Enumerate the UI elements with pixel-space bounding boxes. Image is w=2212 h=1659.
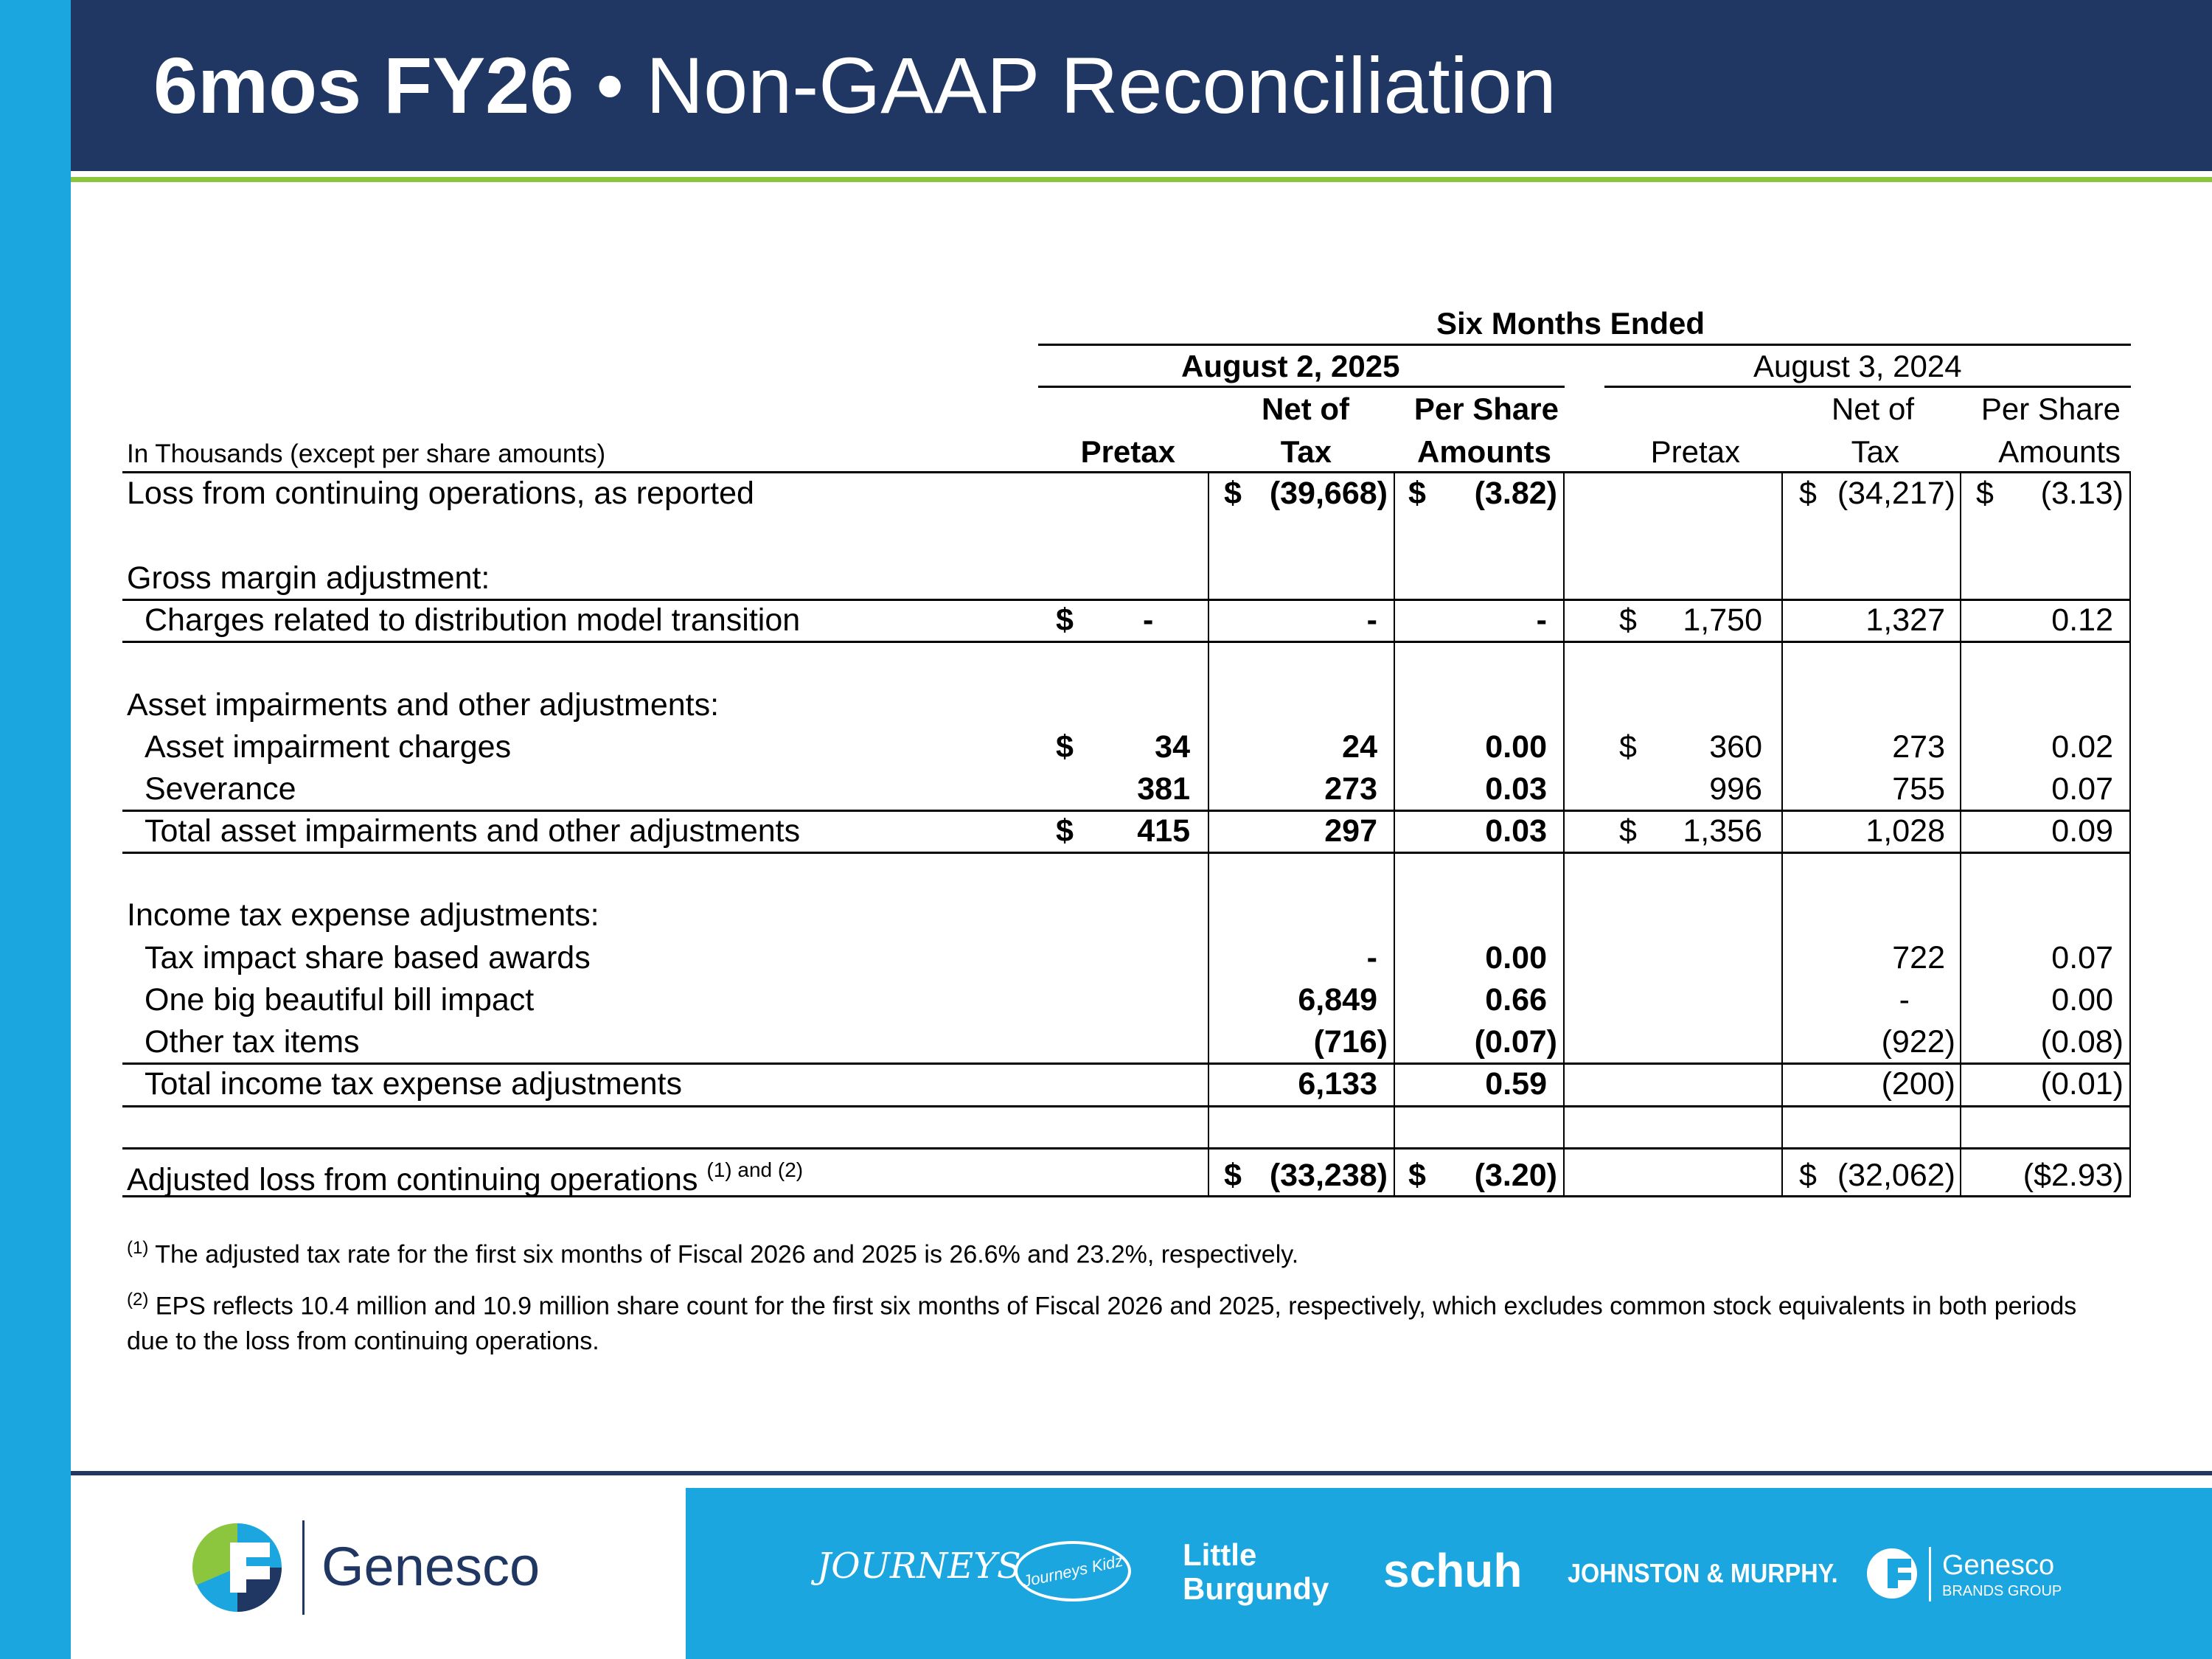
left-accent-bar (0, 0, 71, 1659)
rule-above-total-asset (122, 810, 2131, 812)
cur-net-header-1: Net of (1262, 392, 1349, 426)
title-rest: Non-GAAP Reconciliation (646, 41, 1557, 130)
divider-table-right (2129, 472, 2131, 1197)
header-bottom-rule (122, 471, 2131, 473)
six-months-header: Six Months Ended (1436, 306, 1705, 341)
logo-divider (302, 1520, 305, 1615)
cell-prior-ps: 0.07 (2051, 940, 2113, 975)
cell-prior-ps: 0.02 (2051, 729, 2113, 765)
cell-cur-net: (39,668) (1269, 476, 1388, 511)
row-label-adjusted (127, 1160, 803, 1196)
little-burgundy-logo-line2: Burgundy (1183, 1571, 1329, 1606)
divider-cur-net-left (1208, 472, 1209, 1197)
divider-prior-net-left (1781, 472, 1783, 1197)
cell-prior-net: (32,062) (1837, 1158, 1955, 1193)
prior-net-header-2: Tax (1851, 434, 1899, 469)
row-label: Other tax items (145, 1024, 360, 1060)
cell-cur-net: - (1366, 940, 1377, 975)
gbg-wordmark-line2: BRANDS GROUP (1942, 1583, 2062, 1599)
cell-prior-net: 755 (1892, 771, 1945, 807)
genesco-wordmark: Genesco (321, 1536, 540, 1597)
dollar-sign: $ (1056, 813, 1074, 849)
dollar-sign: $ (1056, 602, 1074, 638)
cell-prior-net: 722 (1892, 940, 1945, 975)
rule-below-total-tax (122, 1105, 2131, 1107)
rule-above-total-tax (122, 1062, 2131, 1065)
footnote-1-mark: (1) (127, 1238, 149, 1258)
dollar-sign: $ (1224, 476, 1242, 511)
cell-cur-ps: 0.00 (1485, 729, 1547, 765)
footnote-2 (127, 1287, 2118, 1360)
row-label: Total income tax expense adjustments (145, 1066, 683, 1102)
dollar-sign: $ (1224, 1158, 1242, 1193)
footnote-1-text: The adjusted tax rate for the first six months of Fiscal 2026 and 2025 is 26.6% and 23.2%, respectively. (155, 1240, 1299, 1269)
cell-cur-net: 6,849 (1298, 982, 1377, 1018)
cell-prior-ps: 0.12 (2051, 602, 2113, 638)
divider-prior-ps-left (1960, 472, 1961, 1197)
page-title (153, 41, 1557, 130)
cell-cur-net: 24 (1342, 729, 1377, 765)
cell-cur-pretax: - (1143, 602, 1154, 638)
rule-above-distribution (122, 599, 2131, 601)
cell-prior-net: 273 (1892, 729, 1945, 765)
cell-prior-pretax: 360 (1709, 729, 1762, 765)
cell-cur-ps: 0.03 (1485, 813, 1547, 849)
genesco-logo (190, 1520, 285, 1615)
adjusted-footnote-ref: (1) and (2) (706, 1158, 804, 1181)
row-label: Loss from continuing operations, as reported (127, 476, 754, 511)
dollar-sign: $ (1056, 729, 1074, 765)
title-bold: 6mos FY26 (153, 41, 574, 130)
cell-cur-ps: (3.20) (1474, 1158, 1557, 1193)
cell-cur-ps: 0.59 (1485, 1066, 1547, 1102)
cell-cur-ps: 0.03 (1485, 771, 1547, 807)
cell-prior-net: 1,327 (1865, 602, 1945, 638)
little-burgundy-logo-line1: Little (1183, 1537, 1257, 1572)
cell-cur-ps: (0.07) (1474, 1024, 1557, 1060)
schuh-logo: schuh (1383, 1544, 1523, 1597)
footnote-2-mark: (2) (127, 1290, 149, 1310)
cell-prior-ps: (3.13) (2040, 476, 2124, 511)
prior-net-header-1: Net of (1831, 392, 1914, 426)
cur-ps-header-1: Per Share (1413, 392, 1559, 426)
genesco-brands-group-logo (1865, 1547, 1919, 1600)
row-label: One big beautiful bill impact (145, 982, 535, 1018)
six-months-underline (1038, 344, 2131, 346)
adjusted-label-text: Adjusted loss from continuing operations (127, 1162, 698, 1197)
row-label: Severance (145, 771, 296, 807)
row-label: Charges related to distribution model transition (145, 602, 801, 638)
cell-cur-net: 273 (1324, 771, 1377, 807)
section-label: Gross margin adjustment: (127, 560, 490, 596)
cell-prior-ps: (0.08) (2040, 1024, 2124, 1060)
cell-prior-net: 1,028 (1865, 813, 1945, 849)
cur-ps-header-2: Amounts (1417, 434, 1551, 469)
cur-net-header-2: Tax (1280, 434, 1332, 469)
rule-below-distribution (122, 641, 2131, 643)
dollar-sign: $ (1619, 729, 1637, 765)
cell-cur-ps: (3.82) (1474, 476, 1557, 511)
dollar-sign: $ (1408, 1158, 1426, 1193)
cell-cur-ps: - (1536, 602, 1547, 638)
cell-prior-net: (922) (1881, 1024, 1955, 1060)
cur-pretax-header: Pretax (1080, 434, 1175, 469)
cell-prior-ps: 0.09 (2051, 813, 2113, 849)
row-label: Tax impact share based awards (145, 940, 591, 975)
units-note: In Thousands (except per share amounts) (127, 439, 606, 468)
prior-ps-header-2: Amounts (1998, 434, 2121, 469)
journeys-kidz-text: Journeys Kidz (1020, 1551, 1125, 1591)
cell-prior-ps: 0.07 (2051, 771, 2113, 807)
dollar-sign: $ (1619, 602, 1637, 638)
prior-ps-header-1: Per Share (1980, 392, 2121, 426)
dollar-sign: $ (1976, 476, 1994, 511)
cell-prior-ps: (0.01) (2040, 1066, 2124, 1102)
cell-prior-pretax: 1,356 (1683, 813, 1762, 849)
divider-cur-ps-left (1394, 472, 1395, 1197)
row-label: Asset impairment charges (145, 729, 512, 765)
title-underline (71, 177, 2212, 182)
dollar-sign: $ (1799, 1158, 1817, 1193)
cell-prior-pretax: 1,750 (1683, 602, 1762, 638)
cell-cur-pretax: 381 (1137, 771, 1190, 807)
dollar-sign: $ (1408, 476, 1426, 511)
current-period-header: August 2, 2025 (1181, 349, 1400, 383)
cell-cur-net: 6,133 (1298, 1066, 1377, 1102)
genesco-g-icon (190, 1520, 285, 1615)
genesco-brands-g-icon (1865, 1547, 1919, 1600)
cell-cur-ps: 0.00 (1485, 940, 1547, 975)
cell-cur-pretax: 34 (1155, 729, 1190, 765)
footer-rule (71, 1471, 2212, 1475)
cell-cur-net: (716) (1313, 1024, 1388, 1060)
rule-below-total-asset (122, 852, 2131, 854)
prior-period-underline (1604, 386, 2131, 388)
divider-cur-ps-right (1563, 472, 1565, 1197)
cell-prior-net: - (1899, 982, 1910, 1018)
cell-prior-ps: 0.00 (2051, 982, 2113, 1018)
cell-cur-net: 297 (1324, 813, 1377, 849)
dollar-sign: $ (1799, 476, 1817, 511)
gbg-wordmark-line1: Genesco (1942, 1550, 2055, 1581)
johnston-murphy-logo: JOHNSTON & MURPHY. (1568, 1558, 1838, 1588)
cell-prior-net: (34,217) (1837, 476, 1955, 511)
section-label: Income tax expense adjustments: (127, 897, 599, 933)
cell-prior-net: (200) (1881, 1066, 1955, 1102)
section-label: Asset impairments and other adjustments: (127, 687, 720, 723)
cell-prior-ps: ($2.93) (2023, 1158, 2124, 1193)
footnote-1 (127, 1236, 2118, 1273)
gbg-divider (1929, 1547, 1931, 1601)
footnote-2-text: EPS reflects 10.4 million and 10.9 million share count for the first six months of Fiscal 2026 and 2025, respectively, which excludes common stock equivalents in both periods due to the loss from continuing operations. (127, 1292, 2077, 1355)
current-period-underline (1038, 386, 1565, 388)
journeys-logo: JOURNEYS (817, 1545, 1021, 1587)
row-label: Total asset impairments and other adjustments (145, 813, 801, 849)
prior-period-header: August 3, 2024 (1753, 349, 1962, 383)
cell-cur-net: (33,238) (1269, 1158, 1388, 1193)
cell-prior-pretax: 996 (1709, 771, 1762, 807)
prior-pretax-header: Pretax (1650, 434, 1740, 469)
rule-above-adjusted (122, 1147, 2131, 1150)
cell-cur-ps: 0.66 (1485, 982, 1547, 1018)
cell-cur-net: - (1366, 602, 1377, 638)
dollar-sign: $ (1619, 813, 1637, 849)
title-separator: • (596, 41, 625, 130)
cell-cur-pretax: 415 (1137, 813, 1190, 849)
journeys-kidz-logo (1015, 1541, 1131, 1601)
